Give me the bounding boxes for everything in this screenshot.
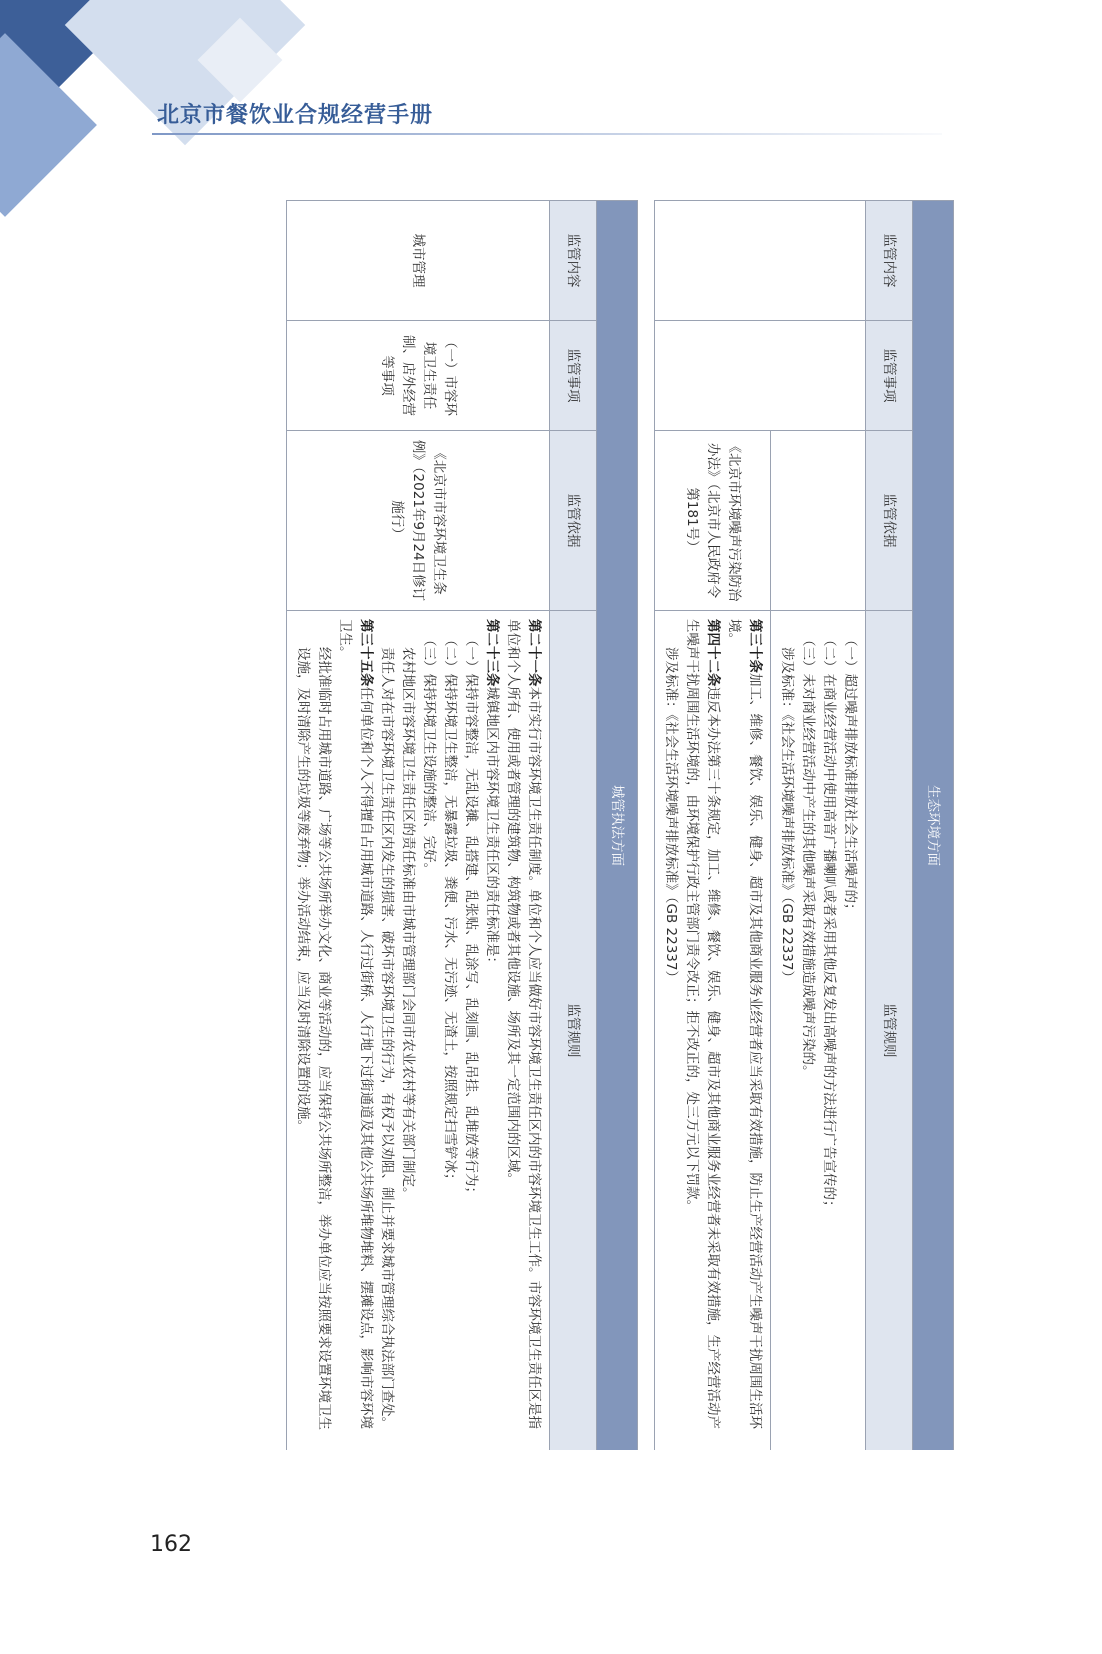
- header-basis: 监管依据: [550, 431, 597, 611]
- rule-standard: 涉及标准：《社会生活环境噪声排放标准》（GB 22337）: [779, 647, 795, 984]
- header-rules: 监管规则: [866, 611, 913, 1451]
- rule-item: （三）未对商业经营活动中产生的其他噪声采取有效措施造成噪声污染的。: [800, 633, 816, 1079]
- section-ecology-title: 生态环境方面: [913, 201, 954, 1451]
- header-basis: 监管依据: [866, 431, 913, 611]
- rule-standard: 涉及标准：《社会生活环境噪声排放标准》（GB 22337）: [663, 647, 679, 984]
- header-matter: 监管事项: [866, 321, 913, 431]
- article-23: 第二十三条城镇地区内市容环境卫生责任区的责任标准是：: [484, 619, 500, 970]
- urban-matter-cell: （一）市容环境卫生责任制、店外经营等事项: [287, 321, 550, 431]
- rule-paragraph: 农村地区市容环境卫生责任区的责任标准由市城市管理部门会同市农业农村等有关部门制定。: [400, 647, 416, 1201]
- section-urban-title: 城管执法方面: [597, 201, 638, 1451]
- header-rules: 监管规则: [550, 611, 597, 1451]
- regulation-table: [286, 200, 954, 1450]
- ecology-basis-law: 《北京市环境噪声污染防治办法》（北京市人民政府令第181号）: [655, 431, 771, 611]
- header-matter: 监管事项: [550, 321, 597, 431]
- rule-item: （二）在商业经营活动中使用高音广播喇叭或者采用其他反复发出高噪声的方法进行广告宣传的；: [821, 633, 837, 1214]
- rule-item: （一）保持市容整洁，无乱设摊、乱搭建、乱张贴、乱涂写、乱刻画、乱吊挂、乱堆放等行为；: [463, 633, 479, 1200]
- ecology-rules-continued: [771, 611, 866, 1451]
- ecology-content-cell: [655, 201, 866, 321]
- header-content: 监管内容: [550, 201, 597, 321]
- header-underline: [152, 133, 942, 135]
- article-42: 第四十二条违反本办法第三十条规定，加工、维修、餐饮、娱乐、健身、超市及其他商业服务业经营者未采取有效措施，生产经营活动产生噪声干扰周围生活环境的，由环境保护行政主管部门责令改正；拒不改正的，处三万元以下罚款。: [684, 619, 721, 1429]
- urban-content-cell: 城市管理: [287, 201, 550, 321]
- ecology-basis-empty: [771, 431, 866, 611]
- rule-item: （三）保持环境卫生设施的整洁、完好。: [421, 633, 437, 876]
- rule-paragraph: 责任人对在市容环境卫生责任区内发生的损害、破坏市容环境卫生的行为，有权予以劝阻、制止并要求城市管理综合执法部门查处。: [379, 647, 395, 1430]
- regulation-table-rotated: [152, 200, 954, 1450]
- page-number: 162: [150, 1532, 192, 1557]
- header-content: 监管内容: [866, 201, 913, 321]
- section-gap: [638, 201, 655, 1451]
- rotated-table-frame: [152, 200, 954, 1450]
- rule-item: （一）超过噪声排放标准排放社会生活噪声的；: [842, 633, 858, 917]
- urban-rules-cell: [287, 611, 550, 1451]
- ecology-rules: [655, 611, 771, 1451]
- ecology-matter-cell: [655, 321, 866, 431]
- article-35: 第三十五条任何单位和个人不得擅自占用城市道路、人行过街桥、人行地下过街通道及其他公共场所堆物堆料、摆摊设点，影响市容环境卫生。: [337, 619, 374, 1429]
- page-header-title: 北京市餐饮业合规经营手册: [157, 103, 434, 128]
- rule-item: （二）保持环境卫生整洁，无暴露垃圾、粪便、污水、无污迹、无渣土，按照规定扫雪铲冰；: [442, 633, 458, 1187]
- urban-basis-cell: 《北京市市容环境卫生条例》（2021年9月24日修订施行）: [287, 431, 550, 611]
- article-21: 第二十一条本市实行市容环境卫生责任制度。单位和个人应当做好市容环境卫生责任区内的市容环境卫生工作。市容环境卫生责任区是指单位和个人所有、使用或者管理的建筑物、构筑物或者其他设施、场所及其一定范围内的区域。: [505, 619, 542, 1429]
- rule-paragraph: 经批准临时占用城市道路、广场等公共场所举办文化、商业等活动的，应当保持公共场所整洁，举办单位应当按照要求设置环境卫生设施，及时清除产生的垃圾等废弃物；举办活动结束，应当及时清除设置的设施。: [295, 647, 332, 1430]
- article-30: 第三十条加工、维修、餐饮、娱乐、健身、超市及其他商业服务业经营者应当采取有效措施，防止生产经营活动产生噪声干扰周围生活环境。: [726, 619, 763, 1429]
